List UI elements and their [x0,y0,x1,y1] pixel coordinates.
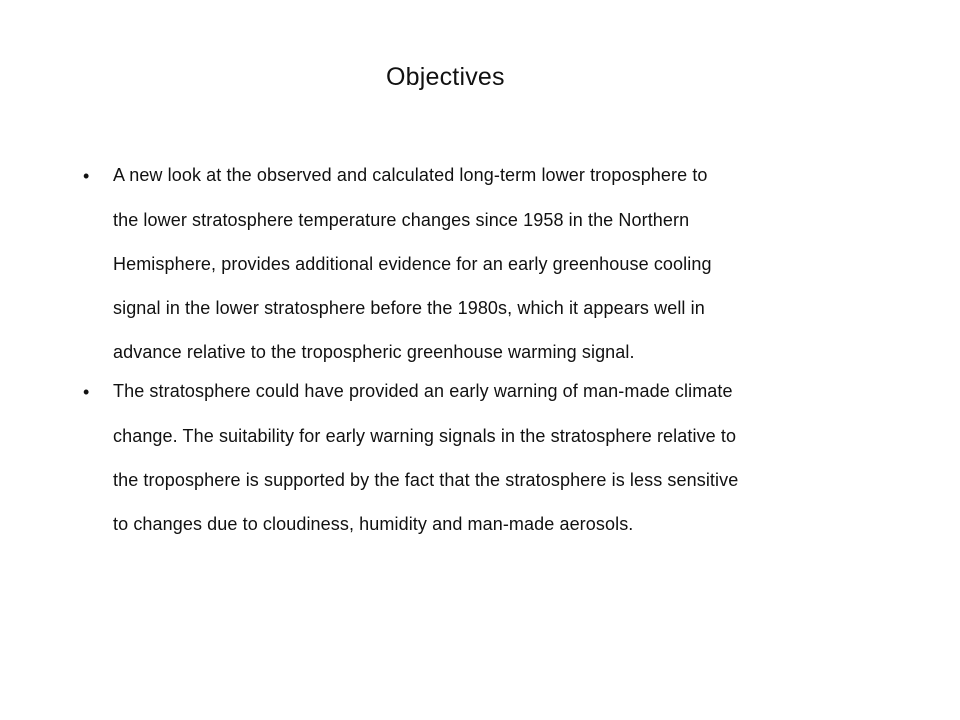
bullet-line: the lower stratosphere temperature changes since 1958 in the Northern [113,210,690,230]
slide-title: Objectives [386,63,505,91]
bullet-line: signal in the lower stratosphere before the 1980s, which it appears well in [113,298,705,318]
bullet-line: advance relative to the tropospheric greenhouse warming signal. [113,342,635,362]
bullet-line: to changes due to cloudiness, humidity and man-made aerosols. [113,514,634,534]
bullet-line: The stratosphere could have provided an early warning of man-made climate [113,381,733,401]
bullet-line: the troposphere is supported by the fact that the stratosphere is less sensitive [113,470,739,490]
bullet-marker-icon: • [83,382,90,402]
bullet-line: A new look at the observed and calculated long-term lower troposphere to [113,165,708,185]
bullet-line: Hemisphere, provides additional evidence for an early greenhouse cooling [113,254,712,274]
bullet-line: change. The suitability for early warning signals in the stratosphere relative to [113,426,737,446]
bullet-marker-icon: • [83,166,90,186]
